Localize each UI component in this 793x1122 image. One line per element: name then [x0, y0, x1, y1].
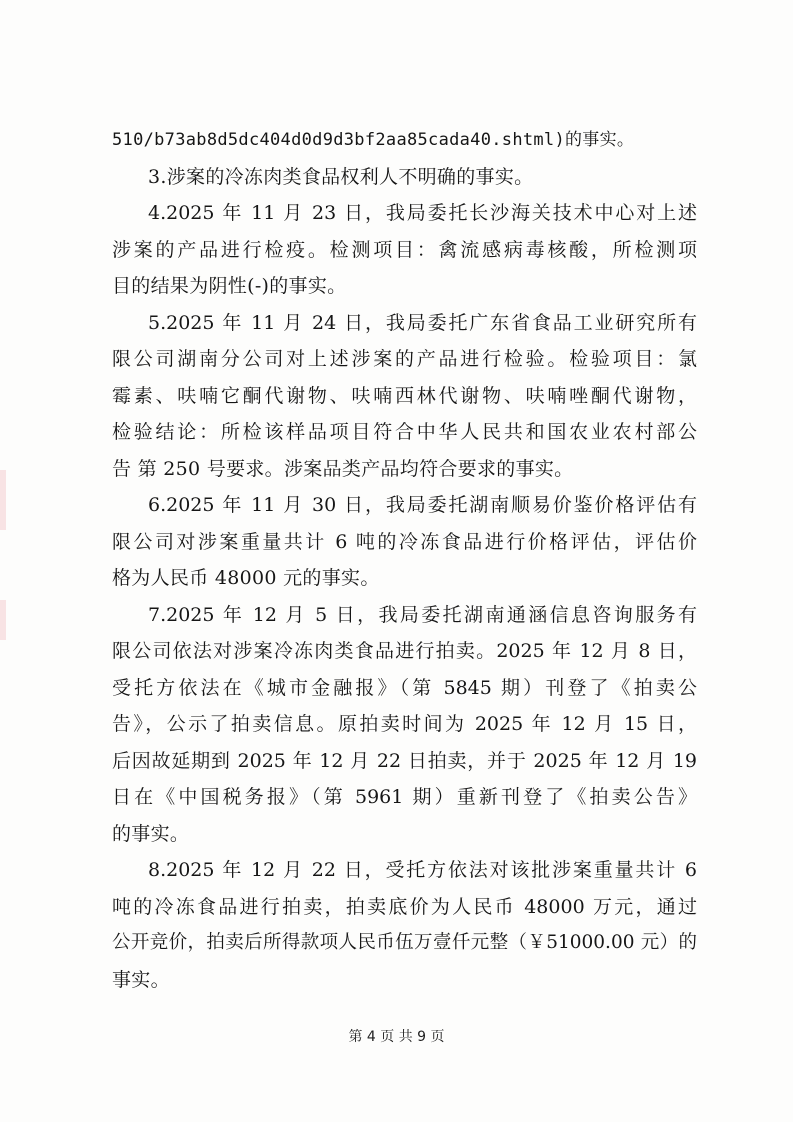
- text-line: 8.2025 年 12 月 22 日，受托方依法对该批涉案重量共计 6: [148, 859, 697, 881]
- text-line: 事实。: [112, 968, 170, 991]
- text-line: 3.涉案的冷冻肉类食品权利人不明确的事实。: [148, 165, 534, 188]
- text-line: 后因故延期到 2025 年 12 月 22 日拍卖，并于 2025 年 12 月 19: [112, 749, 697, 772]
- body-text: [112, 122, 697, 998]
- text-line: 吨的冷冻食品进行拍卖，拍卖底价为人民币 48000 万元，通过: [112, 895, 697, 918]
- seal-edge-mark: [0, 470, 6, 530]
- text-line: 6.2025 年 11 月 30 日，我局委托湖南顺易价鉴价格评估有: [148, 494, 697, 516]
- text-line: 5.2025 年 11 月 24 日，我局委托广东省食品工业研究所有: [148, 311, 697, 334]
- text-line: 7.2025 年 12 月 5 日，我局委托湖南通涵信息咨询服务有: [148, 603, 697, 626]
- page-number: 第 4 页 共 9 页: [348, 1029, 445, 1045]
- text-line: 检验结论：所检该样品项目符合中华人民共和国农业农村部公: [112, 421, 697, 443]
- text-line: 告》，公示了拍卖信息。原拍卖时间为 2025 年 12 月 15 日，: [112, 713, 697, 735]
- text-line: 霉素、呋喃它酮代谢物、呋喃西林代谢物、呋喃唑酮代谢物，: [112, 384, 697, 407]
- text-line: 日在《中国税务报》（第 5961 期）重新刊登了《拍卖公告》: [112, 786, 697, 808]
- text-line: 限公司依法对涉案冷冻肉类食品进行拍卖。2025 年 12 月 8 日，: [112, 640, 697, 662]
- text-line: 告 第 250 号要求。涉案品类产品均符合要求的事实。: [112, 457, 574, 480]
- seal-edge-mark: [0, 600, 6, 640]
- text-line: 限公司对涉案重量共计 6 吨的冷冻食品进行价格评估，评估价: [112, 530, 697, 553]
- text-line: 公开竞价，拍卖后所得款项人民币伍万壹仟元整（￥51000.00 元）的: [112, 932, 697, 953]
- text-line: 格为人民币 48000 元的事实。: [112, 567, 380, 589]
- text-line: 涉案的产品进行检疫。检测项目：禽流感病毒核酸，所检测项: [112, 238, 697, 261]
- text-line: 的事实。: [112, 822, 190, 845]
- text-line: 受托方依法在《城市金融报》（第 5845 期）刊登了《拍卖公: [112, 676, 697, 699]
- text-line: 510/b73ab8d5dc404d0d9d3bf2aa85cada40.shtml)的事实。: [112, 130, 635, 150]
- text-line: 限公司湖南分公司对上述涉案的产品进行检验。检验项目：氯: [112, 348, 697, 370]
- text-line: 4.2025 年 11 月 23 日，我局委托长沙海关技术中心对上述: [148, 202, 697, 224]
- text-line: 目的结果为阴性(-)的事实。: [112, 275, 347, 297]
